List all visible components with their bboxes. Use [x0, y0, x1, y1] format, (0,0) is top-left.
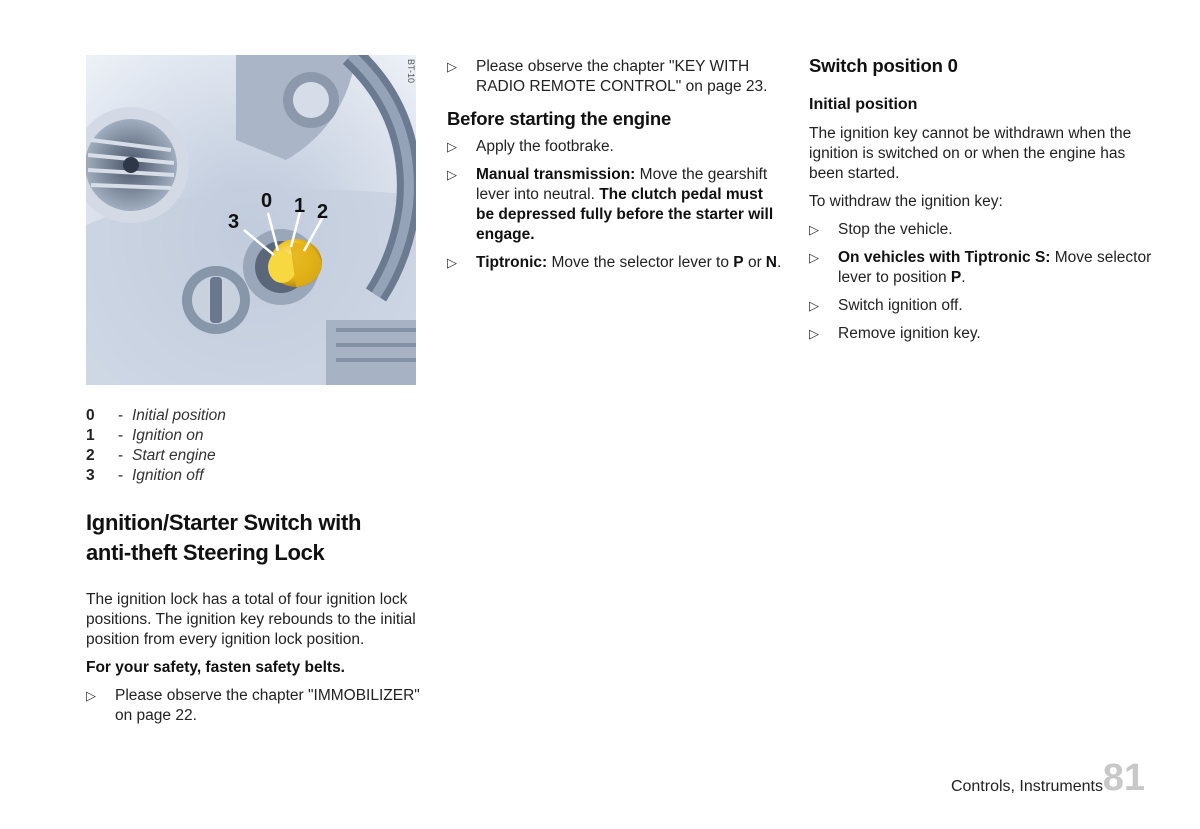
- legend-text: Start engine: [132, 447, 216, 464]
- section-title-line2: anti-theft Steering Lock: [86, 540, 325, 565]
- tiptronic-s-text: Move selector lever to position: [838, 249, 1152, 286]
- right-column: [809, 54, 1154, 344]
- tiptronic-or: or: [747, 254, 762, 271]
- manual-label: Manual transmission:: [476, 166, 636, 183]
- bullet-switch-off: [809, 296, 1154, 316]
- bullet-arrow-icon: ▷: [809, 222, 819, 237]
- key-position-1-label: 1: [294, 195, 306, 217]
- left-column: [86, 508, 426, 726]
- tiptronic-s-label: On vehicles with Tiptronic S:: [838, 249, 1051, 266]
- footer-section-title: Controls, Instruments: [950, 778, 1103, 795]
- bullet-footbrake: [447, 137, 783, 157]
- bullet-immobilizer: [86, 686, 426, 726]
- legend-number: 2: [86, 447, 95, 464]
- legend-number: 3: [86, 467, 95, 484]
- bullet-arrow-icon: ▷: [809, 250, 819, 265]
- bullet-tiptronic-s: [809, 248, 1154, 288]
- legend-item: 2 - Start engine: [86, 447, 216, 464]
- safety-note: For your safety, fasten safety belts.: [86, 659, 345, 676]
- tiptronic-text: Move the selector lever to: [551, 254, 729, 271]
- legend-item: 3 - Ignition off: [86, 467, 204, 484]
- legend-item: 0 - Initial position: [86, 407, 226, 424]
- bullet-text: Remove ignition key.: [838, 325, 981, 342]
- bullet-remove-key: [809, 324, 1154, 344]
- figure-code: BT-10: [406, 59, 416, 84]
- section-title-line1: Ignition/Starter Switch with: [86, 510, 362, 535]
- middle-column: [447, 57, 783, 273]
- tiptronic-s-period: .: [961, 269, 966, 286]
- bullet-arrow-icon: ▷: [809, 326, 819, 341]
- legend-number: 0: [86, 407, 95, 424]
- tiptronic-period: .: [776, 254, 782, 271]
- bullet-text: Please observe the chapter "IMMOBILIZER" on page 22.: [115, 687, 420, 724]
- tiptronic-s-p: P: [950, 269, 962, 286]
- tiptronic-label: Tiptronic:: [476, 254, 548, 271]
- bullet-arrow-icon: ▷: [447, 59, 457, 74]
- legend-number: 1: [86, 427, 95, 444]
- legend-text: Ignition on: [132, 427, 204, 444]
- bullet-arrow-icon: ▷: [447, 167, 457, 182]
- bullet-text: Apply the footbrake.: [476, 138, 614, 155]
- bullet-text: Stop the vehicle.: [838, 221, 953, 238]
- bullet-arrow-icon: ▷: [86, 688, 96, 703]
- bullet-arrow-icon: ▷: [447, 139, 457, 154]
- bullet-tiptronic: [447, 253, 783, 273]
- ignition-switch-illustration: [86, 55, 416, 385]
- tiptronic-p: P: [733, 254, 744, 271]
- bullet-text: Please observe the chapter "KEY WITH RADIO REMOTE CONTROL" on page 23.: [476, 58, 768, 95]
- initial-position-subheading: Initial position: [809, 96, 918, 113]
- bullet-arrow-icon: ▷: [447, 255, 457, 270]
- before-starting-heading: Before starting the engine: [447, 108, 672, 129]
- legend-item: 1 - Ignition on: [86, 427, 204, 444]
- bullet-text: Switch ignition off.: [838, 297, 963, 314]
- intro-paragraph: The ignition lock has a total of four ignition lock positions. The ignition key rebounds to the initial position from every ignition lock position.: [86, 591, 416, 648]
- withdraw-paragraph: The ignition key cannot be withdrawn when the ignition is switched on or when the engine has been started.: [809, 125, 1132, 182]
- switch-position-heading: Switch position 0: [809, 55, 958, 76]
- bullet-stop-vehicle: [809, 220, 1154, 240]
- key-position-0-label: 0: [261, 190, 273, 212]
- bullet-key-radio: [447, 57, 783, 97]
- page-number: 81: [1102, 757, 1145, 799]
- bullet-manual-transmission: [447, 165, 783, 245]
- bullet-arrow-icon: ▷: [809, 298, 819, 313]
- withdraw-intro: To withdraw the ignition key:: [809, 193, 1003, 210]
- figure-legend: [86, 406, 226, 486]
- key-position-2-label: 2: [317, 201, 329, 223]
- light-switch-icon: [182, 266, 250, 334]
- manual-warning: The clutch pedal must be depressed fully before the starter will engage.: [476, 186, 774, 243]
- manual-text: Move the gearshift lever into neutral.: [476, 166, 768, 203]
- key-position-3-label: 3: [228, 211, 240, 233]
- legend-text: Ignition off: [132, 467, 204, 484]
- legend-text: Initial position: [132, 407, 226, 424]
- tiptronic-n: N: [765, 254, 777, 271]
